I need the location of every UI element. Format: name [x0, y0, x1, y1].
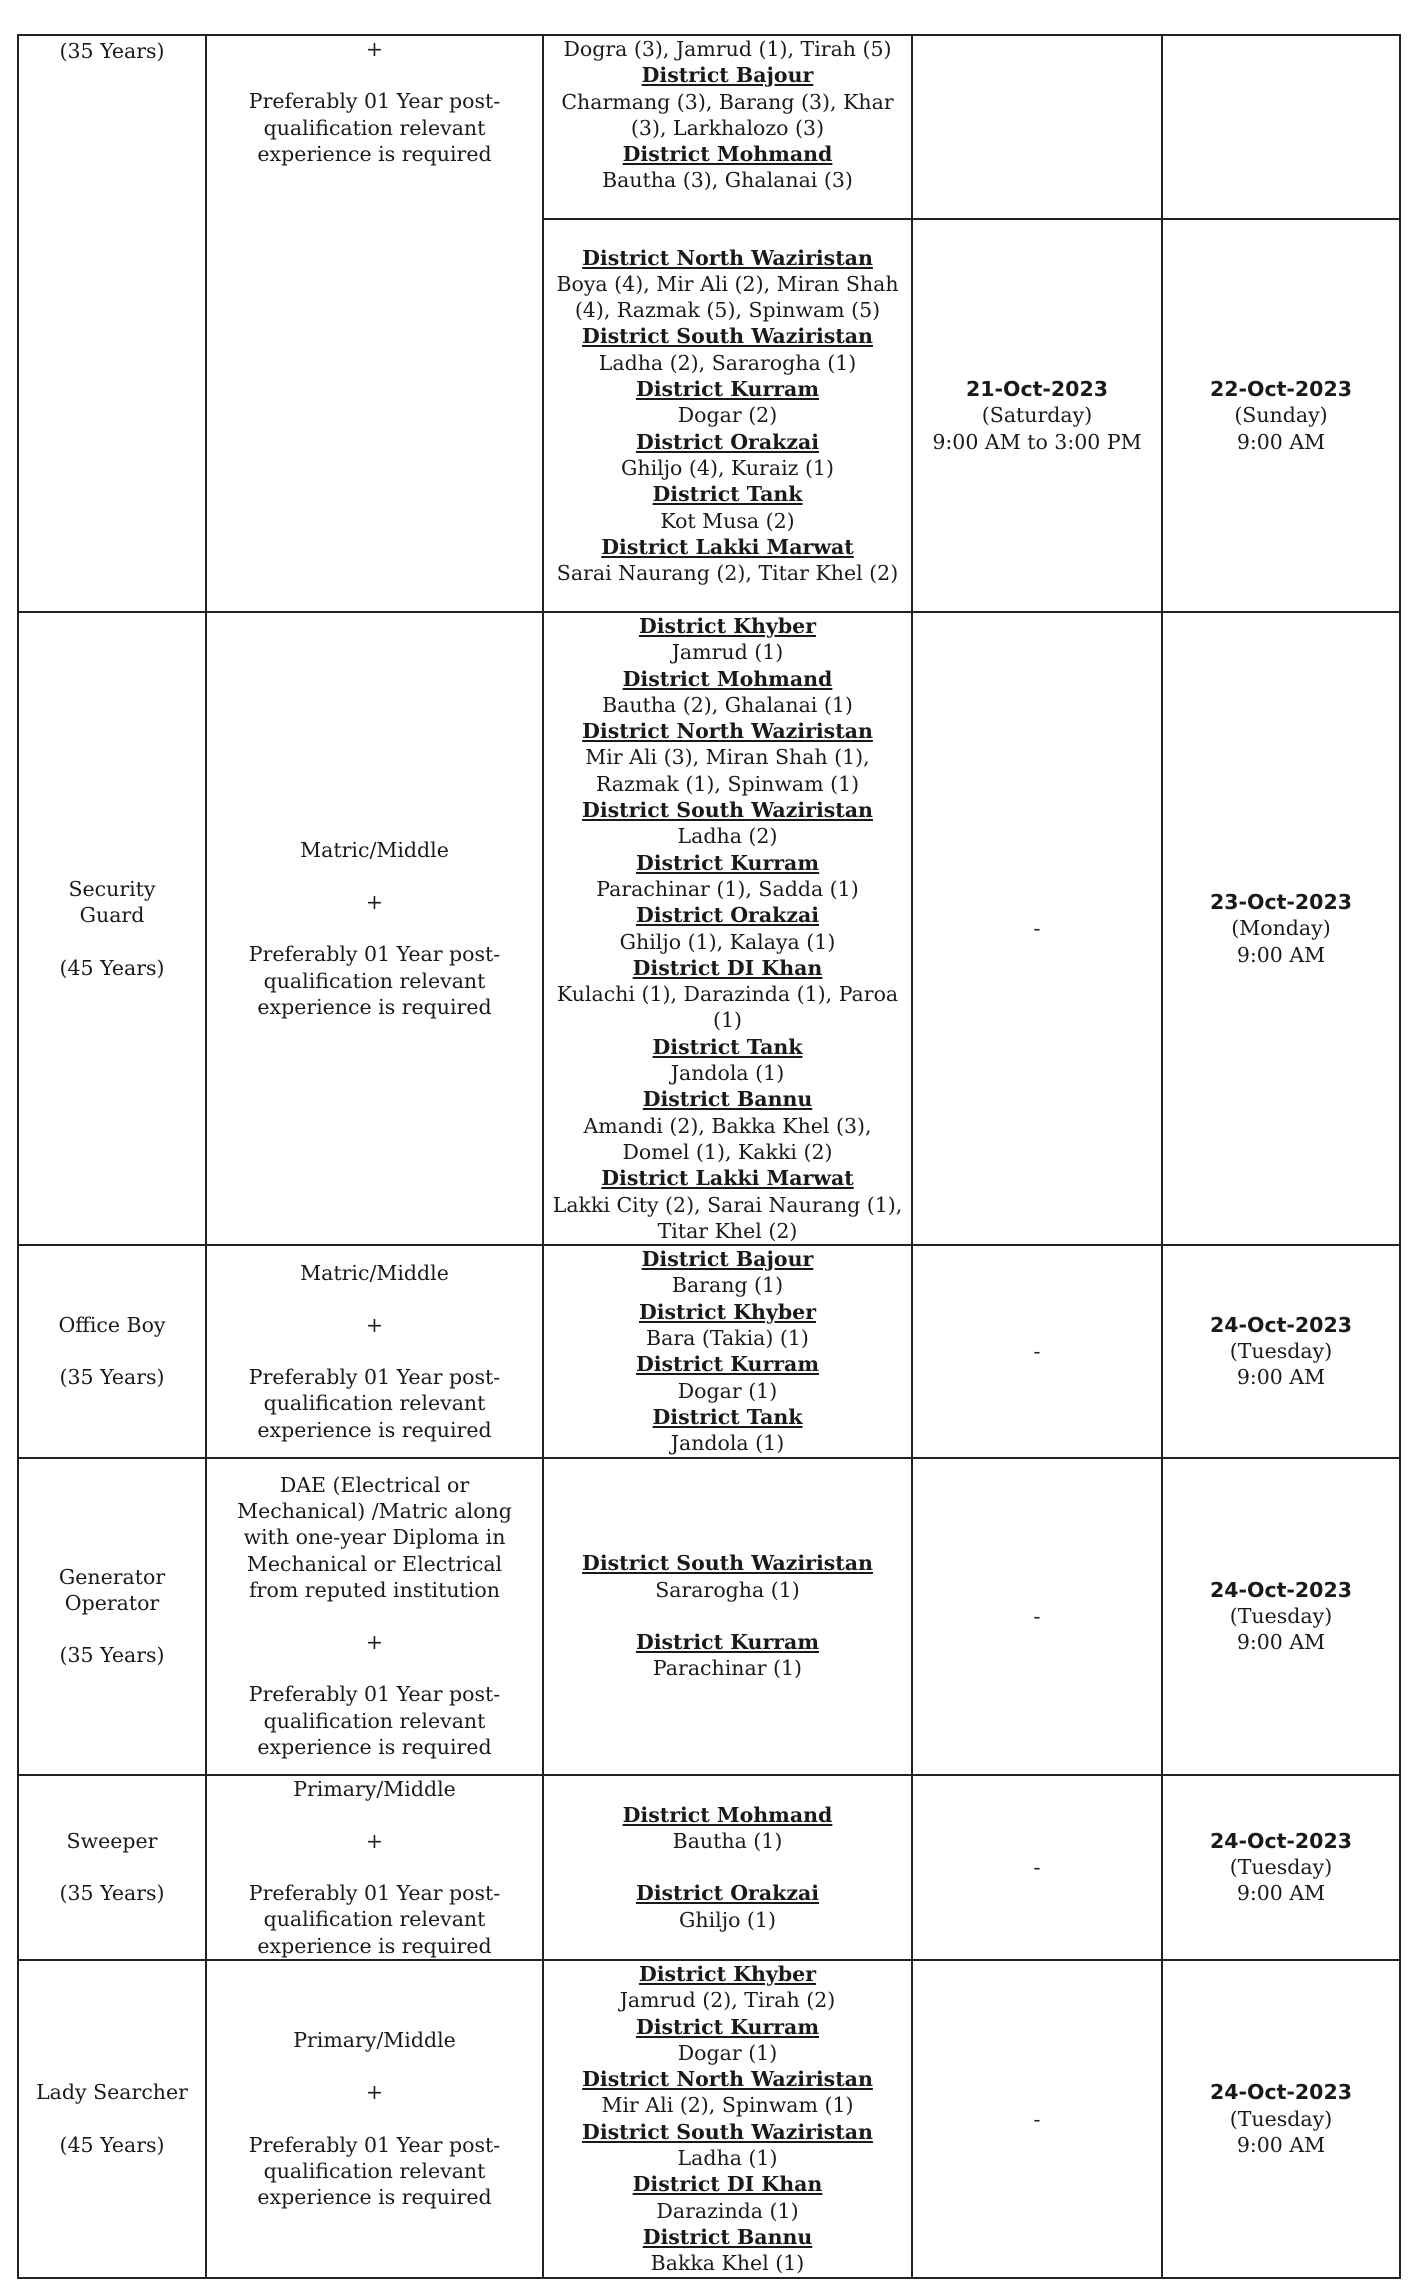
- qualification-experience: Preferably 01 Year post-qualification relevant experience is required: [248, 1365, 501, 1442]
- district-name: District Bannu: [642, 1087, 813, 1112]
- qualification-main: Primary/Middle: [293, 2028, 456, 2053]
- qualification-experience: Preferably 01 Year post-qualification relevant experience is required: [248, 1682, 501, 1760]
- table-row: [18, 1245, 1400, 1457]
- location-places: Lakki City (2), Sarai Naurang (1), Titar Khel (2): [552, 1192, 903, 1243]
- post-name: Sweeper: [66, 1828, 158, 1853]
- table-row: [18, 612, 1400, 1245]
- interview-cell: [1162, 612, 1400, 1245]
- location-places: Bautha (1): [672, 1828, 783, 1853]
- table-row: [18, 35, 1400, 219]
- district-name: District Mohmand: [622, 142, 833, 167]
- district-name: District Kurram: [635, 1630, 820, 1654]
- district-name: District Kurram: [635, 377, 820, 402]
- qualification-experience: Preferably 01 Year post-qualification relevant experience is required: [248, 89, 501, 166]
- test-cell: [912, 1245, 1162, 1457]
- location-places: Jandola (1): [670, 1061, 785, 1086]
- test-dash: -: [1033, 1339, 1041, 1364]
- location-places: Bara (Takia) (1): [646, 1326, 809, 1351]
- district-name: District Mohmand: [622, 666, 833, 691]
- post-name: Office Boy: [58, 1313, 166, 1338]
- qualification-cell: [206, 35, 543, 612]
- qualification-cell: [206, 612, 543, 1245]
- post-name: Security Guard: [68, 877, 156, 928]
- district-name: District North Waziristan: [582, 719, 873, 744]
- interview-cell: [1162, 1458, 1400, 1775]
- location-places: Parachinar (1): [652, 1656, 803, 1681]
- interview-day: (Tuesday): [1229, 1339, 1333, 1364]
- locations-cell: [543, 219, 912, 612]
- interview-cell: [1162, 1960, 1400, 2278]
- location-places: Ghiljo (1): [679, 1907, 776, 1932]
- interview-time: 9:00 AM: [1236, 1630, 1326, 1655]
- post-cell: [18, 1775, 206, 1960]
- district-name: District DI Khan: [632, 2172, 823, 2197]
- interview-cell: [1162, 219, 1400, 612]
- locations-cell: [543, 612, 912, 1245]
- location-places: Jamrud (1): [671, 640, 784, 665]
- post-cell: [18, 612, 206, 1245]
- location-places: Ghiljo (4), Kuraiz (1): [621, 455, 834, 480]
- interview-time: 9:00 AM: [1236, 1881, 1326, 1906]
- interview-day: (Monday): [1231, 916, 1331, 941]
- interview-date: 22-Oct-2023: [1210, 377, 1352, 402]
- district-name: District North Waziristan: [582, 245, 873, 270]
- district-name: District Mohmand: [622, 1802, 833, 1827]
- district-name: District Khyber: [638, 1961, 817, 1986]
- qualification-main: Matric/Middle: [300, 837, 449, 862]
- district-name: District Kurram: [635, 1352, 820, 1377]
- district-name: District Khyber: [638, 614, 817, 638]
- location-places: Sarai Naurang (2), Titar Khel (2): [556, 561, 899, 586]
- interview-time: 9:00 AM: [1236, 429, 1326, 454]
- location-places: Mir Ali (3), Miran Shah (1), Razmak (1), Spinwam (1): [585, 745, 870, 796]
- district-name: District Bajour: [641, 1247, 814, 1272]
- test-date: 21-Oct-2023: [966, 377, 1108, 402]
- test-dash: -: [1033, 1855, 1041, 1880]
- location-places: Kulachi (1), Darazinda (1), Paroa (1): [556, 982, 899, 1033]
- location-places: Jandola (1): [670, 1431, 785, 1456]
- post-age: (35 Years): [59, 1881, 165, 1906]
- interview-cell-empty: [1162, 35, 1400, 219]
- location-places: Boya (4), Mir Ali (2), Miran Shah (4), Razmak (5), Spinwam (5): [556, 271, 899, 323]
- qualification-plus: +: [365, 1828, 384, 1853]
- post-cell: [18, 1245, 206, 1457]
- district-name: District Khyber: [638, 1299, 817, 1324]
- location-places: Ghiljo (1), Kalaya (1): [619, 929, 836, 954]
- table-row: [18, 1960, 1400, 2278]
- test-cell: [912, 1960, 1162, 2278]
- qualification-main: Primary/Middle: [293, 1776, 456, 1801]
- location-places: Mir Ali (2), Spinwam (1): [601, 2093, 854, 2118]
- qualification-plus: +: [365, 1630, 384, 1655]
- locations-cell: [543, 1458, 912, 1775]
- district-name: District Orakzai: [635, 903, 820, 928]
- interview-day: (Tuesday): [1229, 1603, 1333, 1628]
- location-places: Amandi (2), Bakka Khel (3), Domel (1), Kakki (2): [583, 1113, 872, 1164]
- post-age: (45 Years): [59, 955, 165, 980]
- interview-time: 9:00 AM: [1236, 1365, 1326, 1390]
- district-name: District Bannu: [642, 2224, 813, 2249]
- district-name: District Kurram: [635, 850, 820, 875]
- district-name: District Orakzai: [635, 1881, 820, 1906]
- post-cell: [18, 1458, 206, 1775]
- test-dash: -: [1033, 2106, 1041, 2131]
- interview-day: (Tuesday): [1229, 1855, 1333, 1880]
- location-places: Jamrud (2), Tirah (2): [619, 1988, 836, 2013]
- test-dash: -: [1033, 1603, 1041, 1628]
- post-age: (35 Years): [59, 1365, 165, 1390]
- location-places: Ladha (2), Sararogha (1): [598, 350, 857, 375]
- post-cell: [18, 1960, 206, 2278]
- post-name: Generator Operator: [58, 1564, 166, 1615]
- location-places: Bakka Khel (1): [650, 2251, 805, 2276]
- post-name: Lady Searcher: [36, 2080, 188, 2105]
- location-places: Parachinar (1), Sadda (1): [596, 876, 859, 901]
- qualification-cell: [206, 1245, 543, 1457]
- test-cell-empty: [912, 35, 1162, 219]
- test-day: (Saturday): [981, 403, 1093, 428]
- test-cell: [912, 219, 1162, 612]
- district-name: District Lakki Marwat: [601, 534, 854, 559]
- location-places: Dogar (1): [677, 1378, 778, 1403]
- table-row: [18, 1775, 1400, 1960]
- test-cell: [912, 1775, 1162, 1960]
- interview-time: 9:00 AM: [1236, 2132, 1326, 2157]
- locations-cell: [543, 1245, 912, 1457]
- location-places: Kot Musa (2): [660, 508, 795, 533]
- qualification-experience: Preferably 01 Year post-qualification relevant experience is required: [248, 1881, 501, 1958]
- district-name: District Tank: [652, 1404, 803, 1429]
- district-name: District Bajour: [641, 63, 814, 88]
- interview-time: 9:00 AM: [1236, 942, 1326, 967]
- interview-cell: [1162, 1775, 1400, 1960]
- district-name: District South Waziristan: [582, 798, 873, 823]
- qualification-main: Matric/Middle: [300, 1260, 449, 1285]
- location-places: Barang (1): [671, 1273, 784, 1298]
- location-places: Charmang (3), Barang (3), Khar (3), Larkhalozo (3): [561, 89, 894, 140]
- qualification-cell: [206, 1458, 543, 1775]
- interview-date: 24-Oct-2023: [1210, 2080, 1352, 2105]
- post-cell: [18, 35, 206, 612]
- district-name: District Tank: [652, 1034, 803, 1059]
- locations-cell: [543, 35, 912, 219]
- location-places: Darazinda (1): [656, 2198, 799, 2223]
- district-name: District Tank: [652, 482, 803, 507]
- qualification-experience: Preferably 01 Year post-qualification relevant experience is required: [248, 942, 501, 1019]
- schedule-table: [17, 34, 1401, 2279]
- post-age: (35 Years): [59, 39, 165, 63]
- table-row: [18, 1458, 1400, 1775]
- location-places: Dogar (1): [677, 2040, 778, 2065]
- district-name: District Kurram: [635, 2014, 820, 2039]
- location-places: Ladha (2): [677, 824, 778, 849]
- location-places: Bautha (2), Ghalanai (1): [602, 692, 853, 717]
- qualification-plus: +: [365, 2080, 384, 2105]
- interview-cell: [1162, 1245, 1400, 1457]
- district-name: District Lakki Marwat: [601, 1166, 854, 1191]
- interview-date: 23-Oct-2023: [1210, 890, 1352, 915]
- qualification-spacer: [213, 62, 536, 88]
- interview-day: (Tuesday): [1229, 2106, 1333, 2131]
- location-places: Sararogha (1): [655, 1577, 800, 1602]
- test-time: 9:00 AM to 3:00 PM: [932, 429, 1142, 454]
- location-places: Dogar (2): [677, 403, 778, 428]
- test-cell: [912, 1458, 1162, 1775]
- district-name: District Orakzai: [635, 429, 820, 454]
- locations-cell: [543, 1960, 912, 2278]
- qualification-cell: [206, 1775, 543, 1960]
- location-places: Bautha (3), Ghalanai (3): [602, 168, 853, 193]
- qualification-experience: Preferably 01 Year post-qualification relevant experience is required: [248, 2132, 501, 2210]
- district-name: District North Waziristan: [582, 2067, 873, 2092]
- location-places: Ladha (1): [677, 2146, 778, 2171]
- qualification-plus: +: [365, 1312, 384, 1337]
- qualification-main: DAE (Electrical or Mechanical) /Matric along with one-year Diploma in Mechanical or Electrical from reputed institution: [237, 1472, 512, 1602]
- qualification-plus: +: [365, 890, 384, 915]
- district-name: District South Waziristan: [582, 324, 873, 349]
- post-age: (35 Years): [59, 1643, 165, 1668]
- test-cell: [912, 612, 1162, 1245]
- district-name: District DI Khan: [632, 955, 823, 980]
- district-name: District South Waziristan: [582, 1551, 873, 1576]
- interview-date: 24-Oct-2023: [1210, 1577, 1352, 1602]
- interview-date: 24-Oct-2023: [1210, 1828, 1352, 1853]
- interview-date: 24-Oct-2023: [1210, 1312, 1352, 1337]
- locations-cell: [543, 1775, 912, 1960]
- district-name: District South Waziristan: [582, 2119, 873, 2144]
- post-age: (45 Years): [59, 2132, 165, 2157]
- test-dash: -: [1033, 916, 1041, 941]
- location-places: Dogra (3), Jamrud (1), Tirah (5): [563, 37, 892, 61]
- qualification-cell: [206, 1960, 543, 2278]
- interview-day: (Sunday): [1234, 403, 1328, 428]
- qualification-plus: +: [365, 37, 384, 61]
